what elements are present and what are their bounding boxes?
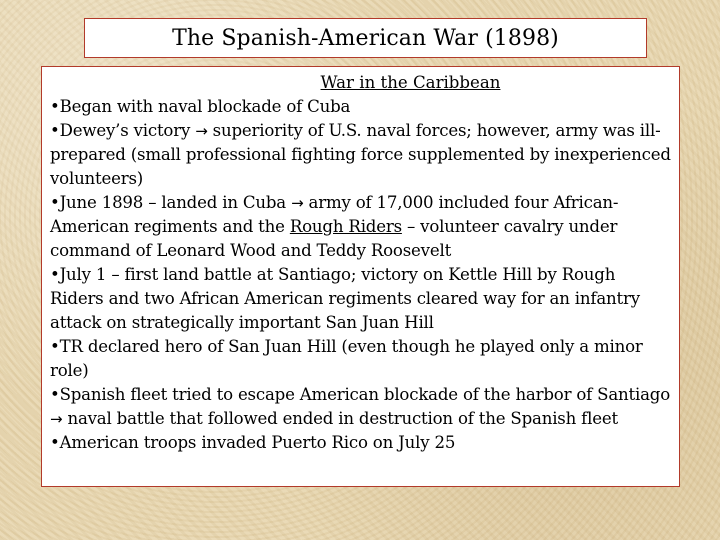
bullet-item [50, 191, 671, 263]
rough-riders-underlined: Rough Riders [289, 217, 402, 236]
bullet-item [50, 431, 671, 455]
bullet-item [50, 263, 671, 335]
bullet-marker: • [50, 265, 60, 284]
section-heading: War in the Caribbean [320, 73, 501, 92]
bullet-text: Dewey’s victory [59, 121, 191, 140]
bullet-item [50, 335, 671, 383]
bullet-marker: • [50, 433, 60, 452]
bullet-item [50, 383, 671, 431]
arrow-right-icon: → [291, 194, 304, 212]
bullet-text: superiority of U.S. naval forces; however, army was ill-prepared (small professional fighting force supplemented by inexperienced volunteers) [50, 121, 671, 188]
arrow-right-icon: → [50, 410, 63, 428]
bullet-text: army of 17,000 included four African-American regiments and the [50, 193, 619, 236]
bullet-text: – volunteer cavalry under command of Leonard Wood and Teddy Roosevelt [50, 217, 618, 260]
bullet-marker: • [50, 337, 60, 356]
bullet-marker: • [50, 193, 60, 212]
arrow-right-icon: → [195, 122, 208, 140]
bullet-text: Began with naval blockade of Cuba [59, 97, 351, 116]
title-box [84, 18, 647, 58]
bullet-text: June 1898 – landed in Cuba [59, 193, 286, 212]
bullet-text: naval battle that followed ended in destruction of the Spanish fleet [67, 409, 618, 428]
bullet-item [50, 95, 671, 119]
bullet-item [50, 119, 671, 191]
bullet-text: American troops invaded Puerto Rico on July 25 [59, 433, 456, 452]
bullet-text: July 1 – first land battle at Santiago; victory on Kettle Hill by Rough Riders and two African American regiments cleared way for an infantry attack on strategically important San Juan Hill [50, 265, 640, 332]
bullet-marker: • [50, 97, 60, 116]
bullet-text: Spanish fleet tried to escape American blockade of the harbor of Santiago [59, 385, 671, 404]
bullet-text: TR declared hero of San Juan Hill (even though he played only a minor role) [50, 337, 643, 380]
content-box [41, 66, 680, 487]
bullet-marker: • [50, 121, 60, 140]
bullet-marker: • [50, 385, 60, 404]
slide-title: The Spanish-American War (1898) [172, 25, 559, 51]
